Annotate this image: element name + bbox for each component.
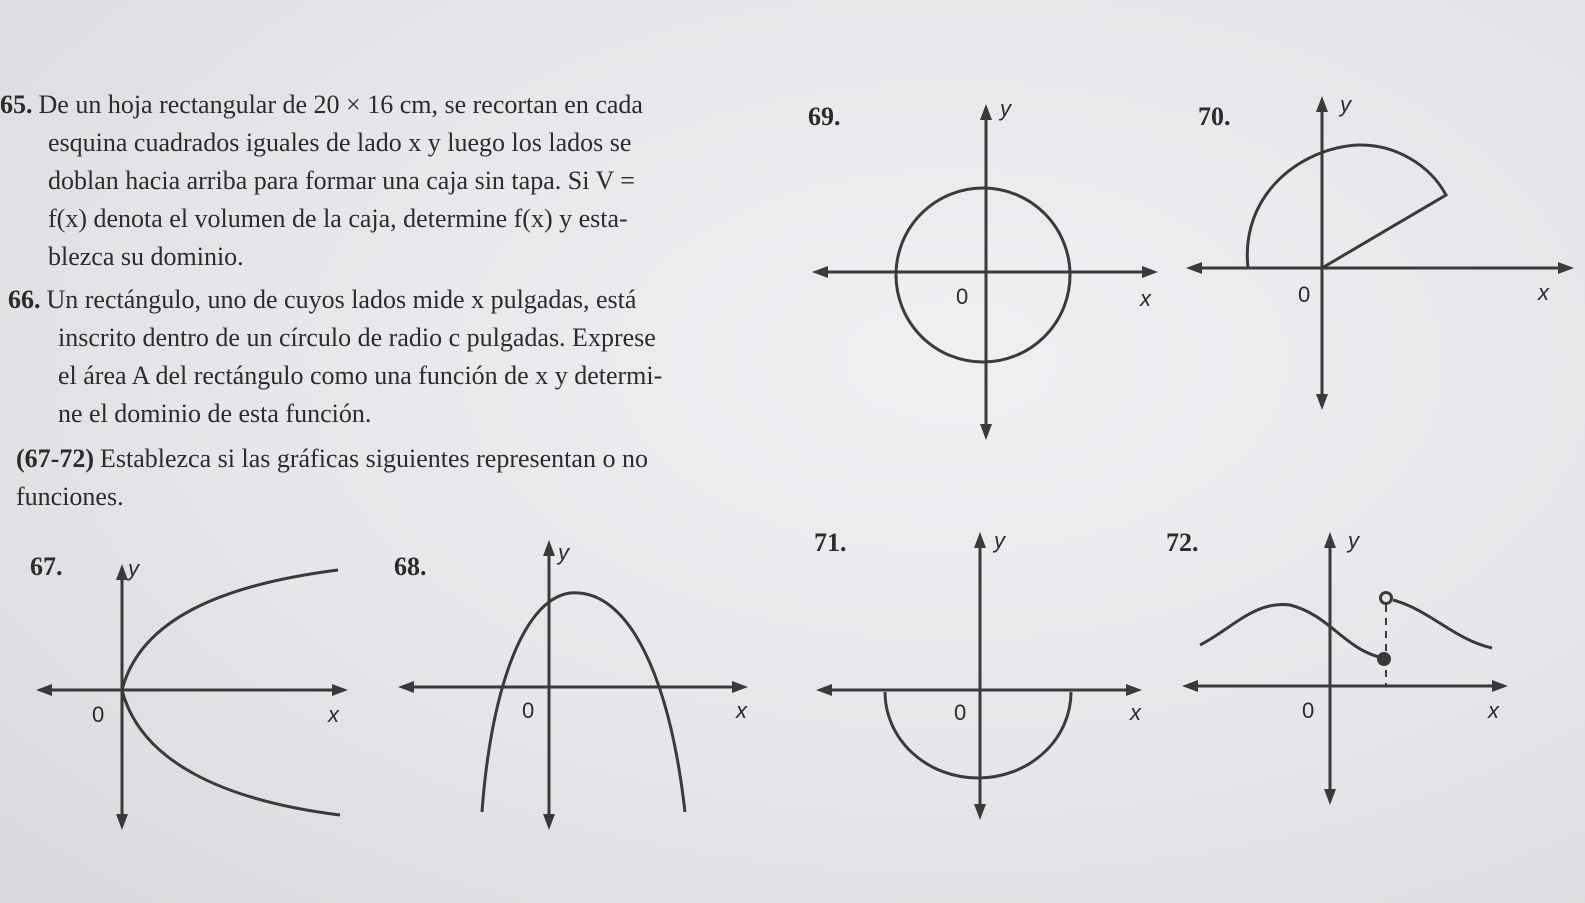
origin-label: 0 [522, 698, 535, 723]
origin-label: 0 [1302, 698, 1315, 723]
y-axis-label: y [128, 556, 139, 581]
x-axis-label: x [1140, 286, 1151, 311]
problem-line: esquina cuadrados iguales de lado x y luego los lados se [48, 128, 632, 157]
figure-label: 69. [808, 102, 841, 131]
x-axis-label: x [1488, 698, 1499, 723]
y-axis-label: y [994, 528, 1005, 553]
figure-label: 72. [1166, 528, 1199, 557]
problem-line: doblan hacia arriba para formar una caja sin tapa. Si V = [48, 166, 635, 195]
problem-number: 66. [8, 285, 41, 314]
figure-label: 71. [814, 528, 847, 557]
origin-label: 0 [1298, 282, 1311, 307]
figure-label: 68. [394, 552, 427, 581]
problem-line: inscrito dentro de un círculo de radio c pulgadas. Exprese [58, 323, 656, 352]
x-arrow [1492, 680, 1508, 692]
y-axis-label: y [1340, 92, 1351, 117]
problem-line: Un rectángulo, uno de cuyos lados mide x pulgadas, está [46, 285, 637, 314]
x-axis-label: x [1130, 700, 1141, 725]
x-axis-label: x [328, 702, 339, 727]
y-arrow [1324, 532, 1336, 548]
problem-number: 65. [0, 90, 33, 119]
x-axis-label: x [1538, 280, 1549, 305]
y-axis-label: y [1000, 96, 1011, 121]
problem-line: De un hoja rectangular de 20 × 16 cm, se recortan en cada [38, 90, 643, 119]
problem-line: ne el dominio de esta función. [58, 399, 372, 428]
origin-label: 0 [92, 702, 105, 727]
open-dot [1381, 593, 1392, 604]
y-axis-label: y [558, 540, 569, 565]
problem-line: blezca su dominio. [48, 242, 244, 271]
x-axis-label: x [736, 698, 747, 723]
origin-label: 0 [954, 700, 967, 725]
filled-dot [1379, 654, 1390, 665]
y-arrow [1324, 789, 1336, 805]
problem-line: Establezca si las gráficas siguientes representan o no [99, 444, 648, 473]
x-arrow [1182, 680, 1198, 692]
problem-line: funciones. [16, 482, 124, 511]
problem-number: (67-72) [16, 444, 94, 473]
right-curve [1393, 600, 1492, 648]
problem-line: el área A del rectángulo como una función de x y determi- [58, 361, 663, 390]
y-axis-label: y [1348, 528, 1359, 553]
problem-line: f(x) denota el volumen de la caja, determine f(x) y esta- [48, 204, 628, 233]
left-curve [1200, 604, 1383, 658]
origin-label: 0 [956, 284, 969, 309]
figure-label: 67. [30, 552, 63, 581]
figure-label: 70. [1198, 102, 1231, 131]
